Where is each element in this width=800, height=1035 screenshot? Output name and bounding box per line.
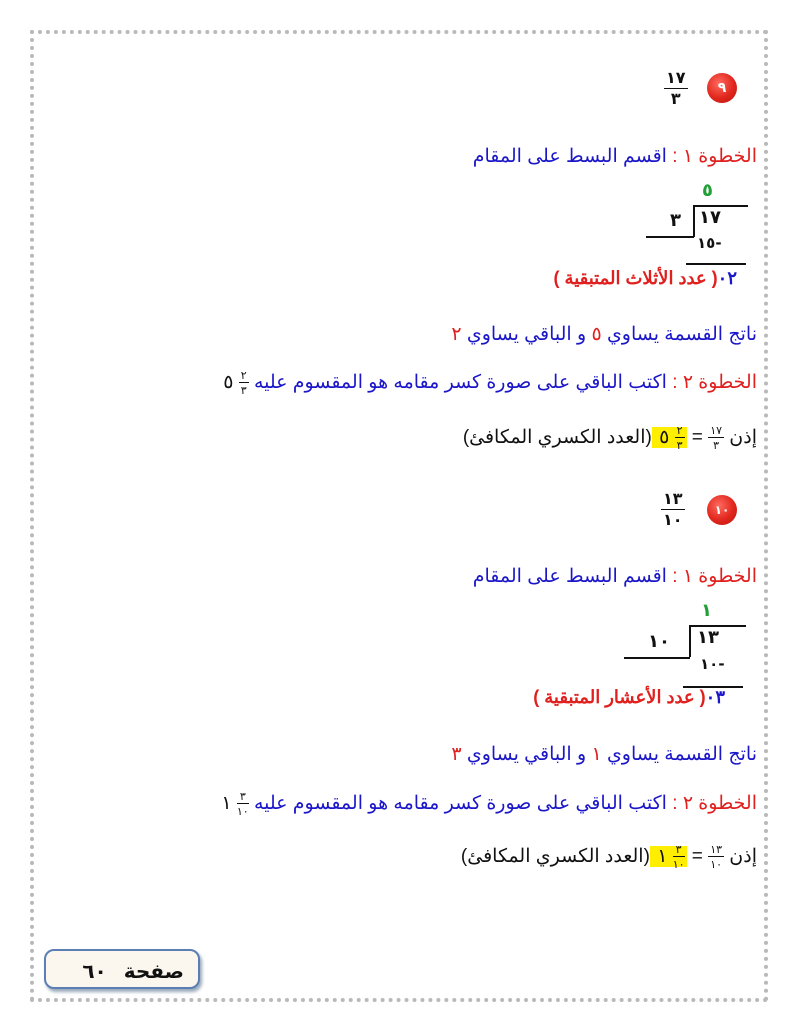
step2-fraction: $\frac{٣}{١٠}$ xyxy=(236,790,249,818)
problem-9-fraction: $\frac{١٧}{٣}$ xyxy=(666,68,686,108)
problem-10-step1: الخطوة ١ : اقسم البسط على المقام xyxy=(472,566,757,587)
divisor-underline xyxy=(646,236,694,238)
problem-10-answer: إذن $\frac{١٣}{١٠}$ = $\frac{٣}{١٠}$ ١ (العدد الكسري المكافئ) xyxy=(460,843,757,871)
division-bracket xyxy=(689,625,691,657)
page-number: ٦٠ xyxy=(82,959,107,983)
answer-improper-fraction: $\frac{١٧}{٣}$ xyxy=(710,424,723,452)
problem-10-result: ناتج القسمة يساوي ١ و الباقي يساوي ٣ xyxy=(451,744,757,765)
answer-highlight: $\frac{٢}{٣}$ ٥ xyxy=(652,427,687,448)
problem-9-badge xyxy=(707,73,737,103)
problem-10-fraction: $\frac{١٣}{١٠}$ xyxy=(663,489,683,529)
problem-9-step2: الخطوة ٢ : اكتب الباقي على صورة كسر مقامه هو المقسوم عليه $\frac{٢}{٣}$ ٥ xyxy=(223,369,757,397)
step2-fraction: $\frac{٢}{٣}$ xyxy=(240,369,247,397)
divisor-underline xyxy=(624,657,690,659)
subtract-line xyxy=(686,263,746,265)
page-number-box xyxy=(44,949,200,989)
problem-9-answer: إذن $\frac{١٧}{٣}$ = $\frac{٢}{٣}$ ٥ (العدد الكسري المكافئ) xyxy=(462,424,757,452)
division-subtract: ١٥- xyxy=(697,234,722,252)
division-remainder: ٠٣ xyxy=(705,687,725,707)
division-dividend: ١٧ xyxy=(699,207,721,228)
division-remainder: ٠٢ xyxy=(717,268,737,288)
problem-9-remainder-line: ٠٢( عدد الأثلاث المتبقية ) xyxy=(553,268,737,288)
problem-10-remainder-line: ٠٣( عدد الأعشار المتبقية ) xyxy=(533,687,725,707)
division-subtract: ١٠- xyxy=(700,655,725,673)
division-quotient: ٥ xyxy=(702,180,713,201)
division-quotient: ١ xyxy=(701,600,712,621)
answer-highlight: $\frac{٣}{١٠}$ ١ xyxy=(650,846,687,867)
division-dividend: ١٣ xyxy=(697,627,719,648)
division-bracket xyxy=(693,205,695,237)
answer-improper-fraction: $\frac{١٣}{١٠}$ xyxy=(710,843,723,871)
problem-9-result: ناتج القسمة يساوي ٥ و الباقي يساوي ٢ xyxy=(451,324,757,345)
page-label: صفحة xyxy=(123,959,184,983)
problem-10-step2: الخطوة ٢ : اكتب الباقي على صورة كسر مقامه هو المقسوم عليه $\frac{٣}{١٠}$ ١ xyxy=(221,790,757,818)
problem-9-number: ٩ xyxy=(717,80,727,96)
division-divisor: ١٠ xyxy=(648,631,670,652)
division-divisor: ٣ xyxy=(670,210,681,231)
problem-9-step1: الخطوة ١ : اقسم البسط على المقام xyxy=(472,146,757,167)
problem-10-badge xyxy=(707,495,737,525)
problem-10-number: ١٠ xyxy=(714,503,730,517)
